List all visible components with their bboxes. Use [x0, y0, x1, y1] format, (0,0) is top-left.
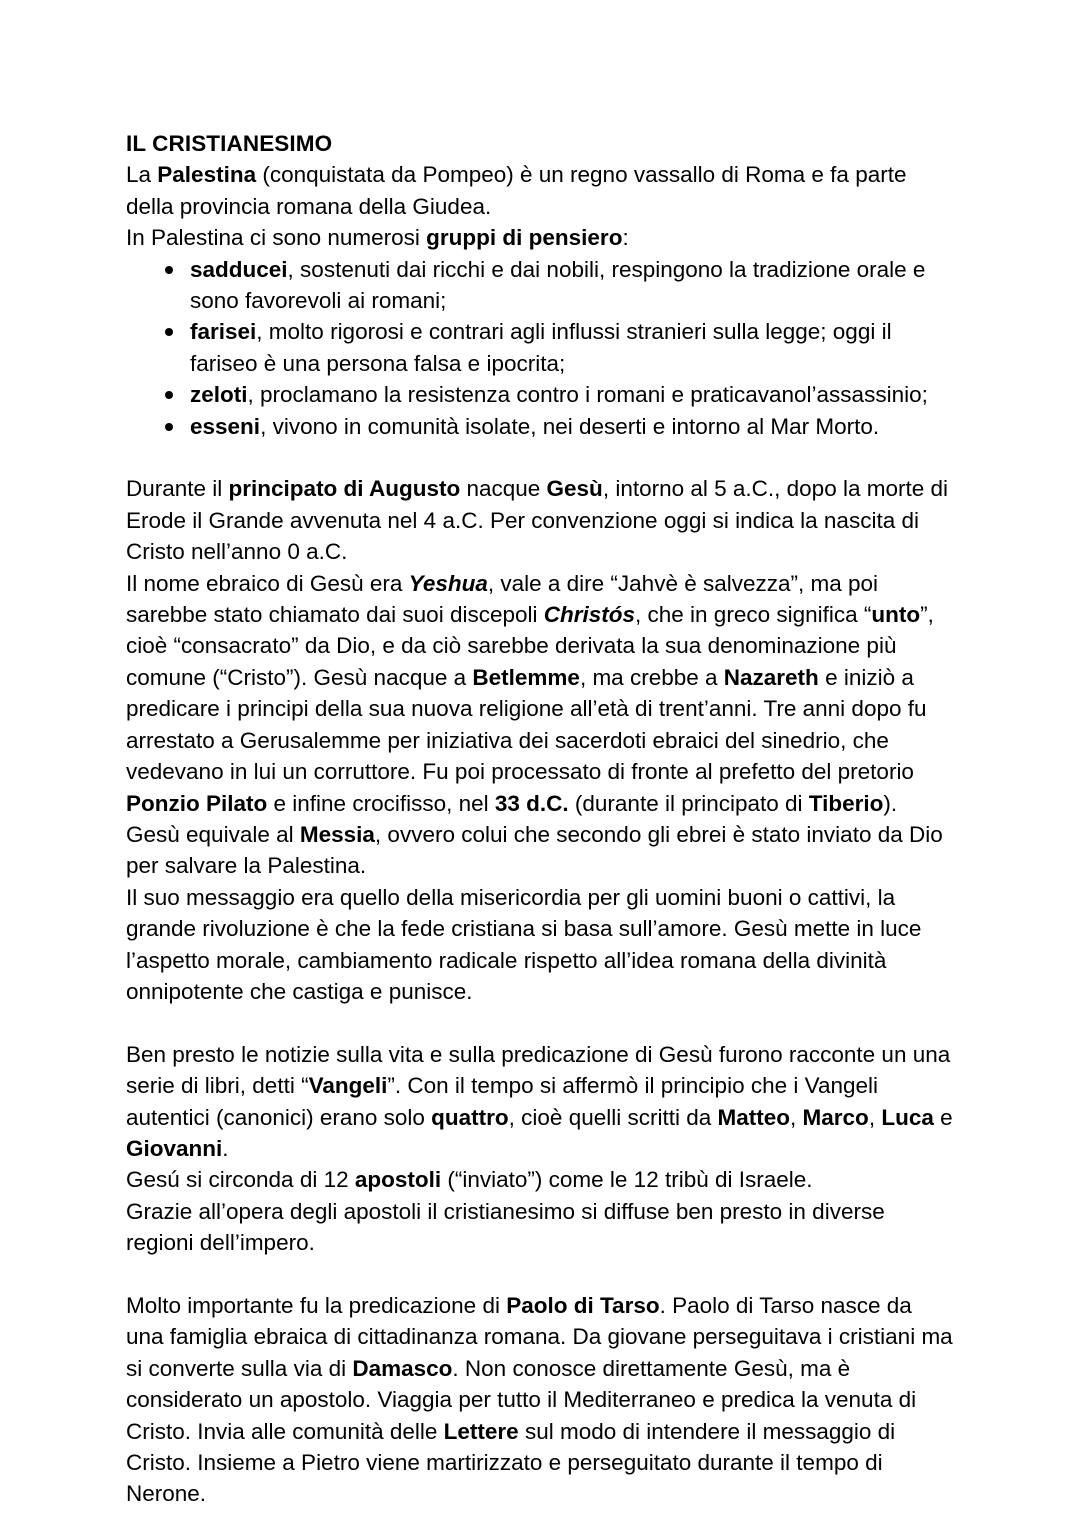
- paragraph-messia: [126, 819, 955, 882]
- bold-term-paolo-di-tarso: Paolo di Tarso: [506, 1292, 660, 1318]
- text-run: ”. Con il tempo si affermò il principio che i Vangeli autentici (canonici) erano solo: [126, 1073, 878, 1130]
- bold-term-giovanni: Giovanni: [126, 1135, 223, 1161]
- text-run: e iniziò a predicare i principi della sua nuova religione all’età di trent’anni. Tre anni dopo fu arrestato a Gerusalemme per iniziativa dei sacerdoti ebraici del sinedrio, che vedevano in lui un corruttore. Fu poi processato di fronte al prefetto del pretorio: [126, 664, 927, 785]
- text-run: nacque: [460, 476, 547, 502]
- paragraph-spacer: [126, 1259, 955, 1290]
- bold-term-lettere: Lettere: [443, 1418, 519, 1444]
- list-item: [126, 254, 955, 317]
- text-run: , che in greco significa “: [635, 602, 872, 628]
- text-run: (conquistata da Pompeo) è un regno vassallo di Roma e fa parte della provincia romana della Giudea.: [126, 162, 907, 219]
- bullet-point-icon: [165, 328, 173, 336]
- bold-term-ponzio-pilato: Ponzio Pilato: [126, 790, 268, 816]
- text-run: , ma crebbe a: [579, 664, 724, 690]
- bold-term-marco: Marco: [802, 1104, 869, 1130]
- bold-term-messia: Messia: [299, 821, 375, 847]
- bold-term-unto: unto: [871, 602, 921, 628]
- text-run: , intorno al 5 a.C., dopo la morte di Erode il Grande avvenuta nel 4 a.C. Per convenzione oggi si indica la nascita di Cristo nell’anno 0 a.C.: [126, 476, 949, 565]
- text-run: Durante il: [126, 476, 229, 502]
- list-item: [126, 411, 955, 442]
- bullet-point-icon: [165, 423, 173, 431]
- list-item-term: sadducei: [190, 256, 288, 282]
- bullet-point-icon: [165, 391, 173, 399]
- text-run: ,: [790, 1104, 803, 1130]
- text-run: e: [933, 1104, 953, 1130]
- text-run: ).: [883, 790, 898, 816]
- bold-term-gruppi-di-pensiero: gruppi di pensiero: [426, 225, 623, 251]
- bold-term-vangeli: Vangeli: [308, 1073, 388, 1099]
- list-item-term: esseni: [190, 413, 261, 439]
- paragraph-nascita: [126, 473, 955, 567]
- text-run: sul modo di intendere il messaggio di Cristo. Insieme a Pietro viene martirizzato e perseguitato durante il tempo di Nerone.: [126, 1418, 896, 1507]
- page-title: IL CRISTIANESIMO: [126, 131, 333, 156]
- paragraph-vangeli: [126, 1039, 955, 1165]
- list-item-term: zeloti: [190, 382, 248, 408]
- list-item: [126, 316, 955, 379]
- text-run: , cioè quelli scritti da: [508, 1104, 718, 1130]
- list-item-text: , proclamano la resistenza contro i romani e praticavanol’assassinio;: [247, 382, 928, 408]
- bold-term-luca: Luca: [881, 1104, 934, 1130]
- text-run: . Paolo di Tarso nasce da una famiglia ebraica di cittadinanza romana. Da giovane perseguitava i cristiani ma si converte sulla via di: [126, 1292, 953, 1381]
- paragraph-apostoli: [126, 1164, 955, 1195]
- list-item: [126, 379, 955, 410]
- bold-italic-term-yeshua: Yeshua: [408, 570, 488, 596]
- text-run: La: [126, 162, 158, 188]
- list-item-term: farisei: [190, 319, 257, 345]
- bold-term-damasco: Damasco: [352, 1355, 453, 1381]
- list-item-text: , vivono in comunità isolate, nei deserti e intorno al Mar Morto.: [260, 413, 880, 439]
- paragraph-spacer: [126, 442, 955, 473]
- paragraph-paolo: [126, 1290, 955, 1510]
- bold-italic-term-christos: Christós: [543, 602, 636, 628]
- text-run: , vale a dire “Jahvè è salvezza”, ma poi sarebbe stato chiamato dai suoi discepoli: [126, 570, 879, 628]
- bold-term-quattro: quattro: [431, 1104, 509, 1130]
- text-run: Molto importante fu la predicazione di: [126, 1292, 507, 1318]
- bold-term-palestina: Palestina: [157, 162, 257, 188]
- bold-term-nazareth: Nazareth: [723, 664, 819, 690]
- paragraph-intro: [126, 159, 955, 222]
- paragraph-gruppi-intro: [126, 222, 955, 253]
- bullet-point-icon: [165, 266, 173, 274]
- paragraph-diffusione: Grazie all’opera degli apostoli il cristianesimo si diffuse ben presto in diverse regioni dell’impero.: [126, 1198, 885, 1256]
- text-run: ”, cioè “consacrato” da Dio, e da ciò sarebbe derivata la sua denominazione più comune (“Cristo”). Gesù nacque a: [126, 602, 934, 690]
- text-run: Ben presto le notizie sulla vita e sulla predicazione di Gesù furono racconte un una serie di libri, detti “: [126, 1041, 951, 1099]
- text-run: .: [222, 1135, 229, 1161]
- paragraph-spacer: [126, 1007, 955, 1038]
- bold-term-33-dc: 33 d.C.: [494, 790, 569, 816]
- text-run: , ovvero colui che secondo gli ebrei è stato inviato da Dio per salvare la Palestina.: [126, 821, 943, 879]
- list-item-text: , molto rigorosi e contrari agli influssi stranieri sulla legge; oggi il fariseo è una persona falsa e ipocrita;: [190, 319, 892, 376]
- paragraph-nome: [126, 568, 955, 819]
- bold-term-apostoli: apostoli: [354, 1167, 442, 1193]
- text-run: Gesú si circonda di 12: [126, 1167, 355, 1193]
- bold-term-principato-di-augusto: principato di Augusto: [228, 476, 461, 502]
- text-run: (durante il principato di: [568, 790, 809, 816]
- text-run: Il nome ebraico di Gesù era: [126, 570, 409, 596]
- text-run: In Palestina ci sono numerosi: [126, 225, 427, 251]
- bold-term-tiberio: Tiberio: [808, 790, 884, 816]
- text-run: :: [622, 225, 629, 251]
- paragraph-messaggio: Il suo messaggio era quello della misericordia per gli uomini buoni o cattivi, la grande rivoluzione è che la fede cristiana si basa sull’amore. Gesù mette in luce l’aspetto morale, cambiamento radicale rispetto all’idea romana della divinità onnipotente che castiga e punisce.: [126, 884, 922, 1004]
- bold-term-gesu: Gesù: [546, 476, 603, 502]
- list-item-text: , sostenuti dai ricchi e dai nobili, respingono la tradizione orale e sono favorevoli ai romani;: [190, 256, 926, 314]
- gruppi-di-pensiero-list: [126, 254, 955, 442]
- text-run: (“inviato”) come le 12 tribù di Israele.: [441, 1167, 813, 1193]
- text-run: Gesù equivale al: [126, 821, 300, 847]
- bold-term-betlemme: Betlemme: [472, 664, 580, 690]
- bold-term-matteo: Matteo: [717, 1104, 791, 1130]
- text-run: . Non conosce direttamente Gesù, ma è considerato un apostolo. Viaggia per tutto il Mediterraneo e predica la venuta di Cristo. Invia alle comunità delle: [126, 1355, 917, 1444]
- text-run: ,: [868, 1104, 882, 1130]
- text-run: e infine crocifisso, nel: [267, 790, 495, 816]
